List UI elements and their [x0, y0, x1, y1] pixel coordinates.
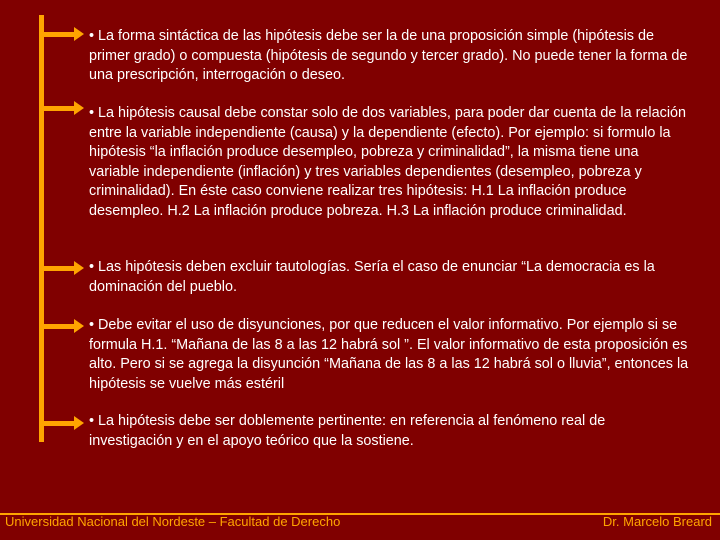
bracket-connector-3 — [39, 266, 75, 271]
bullet-item-4: • Debe evitar el uso de disyunciones, por que reducen el valor informativo. Por ejemplo si se formula H.1. “Mañana de las 8 a las 12 habrá sol ”. El valor informativo de esta proposición es alto. Pero si se agrega la disyunción “Mañana de las 8 a las 12 habrá sol o lluvia”, entonces la hipótesis se vuelve más estéril — [89, 317, 689, 392]
bracket-vertical-bar — [39, 15, 44, 442]
bullet-item-3: • Las hipótesis deben excluir tautologías. Sería el caso de enunciar “La democracia es la dominación del pueblo. — [89, 259, 655, 295]
arrow-icon — [74, 319, 84, 333]
arrow-icon — [74, 27, 84, 41]
bracket-connector-5 — [39, 421, 75, 426]
footer-author: Dr. Marcelo Breard — [602, 514, 712, 529]
arrow-icon — [74, 101, 84, 115]
footer-institution: Universidad Nacional del Nordeste – Facultad de Derecho — [5, 514, 341, 529]
bullet-item-1: • La forma sintáctica de las hipótesis debe ser la de una proposición simple (hipótesis de primer grado) o compuesta (hipótesis de segundo y tercer grado). No puede tener la forma de una prescripción, interrogación o deseo. — [89, 28, 688, 83]
bullet-item-2: • La hipótesis causal debe constar solo de dos variables, para poder dar cuenta de la relación entre la variable independiente (causa) y la dependiente (efecto). Por ejemplo: si formulo la hipótesis “la inflación produce desempleo, pobreza y criminalidad”, la misma tiene una variable independiente (inflación) y tres variables dependientes (desempleo, pobreza y criminalidad). En éste caso conviene realizar tres hipótesis: H.1 La inflación produce desempleo. H.2 La inflación produce pobreza. H.3 La inflación produce criminalidad. — [89, 105, 687, 219]
arrow-icon — [74, 261, 84, 275]
arrow-icon — [74, 416, 84, 430]
bracket-connector-4 — [39, 324, 75, 329]
bracket-connector-1 — [39, 32, 75, 37]
bracket-connector-2 — [39, 106, 75, 111]
footer-bar — [0, 513, 720, 540]
bullet-item-5: • La hipótesis debe ser doblemente pertinente: en referencia al fenómeno real de investigación y en el apoyo teórico que la sostiene. — [89, 413, 606, 449]
